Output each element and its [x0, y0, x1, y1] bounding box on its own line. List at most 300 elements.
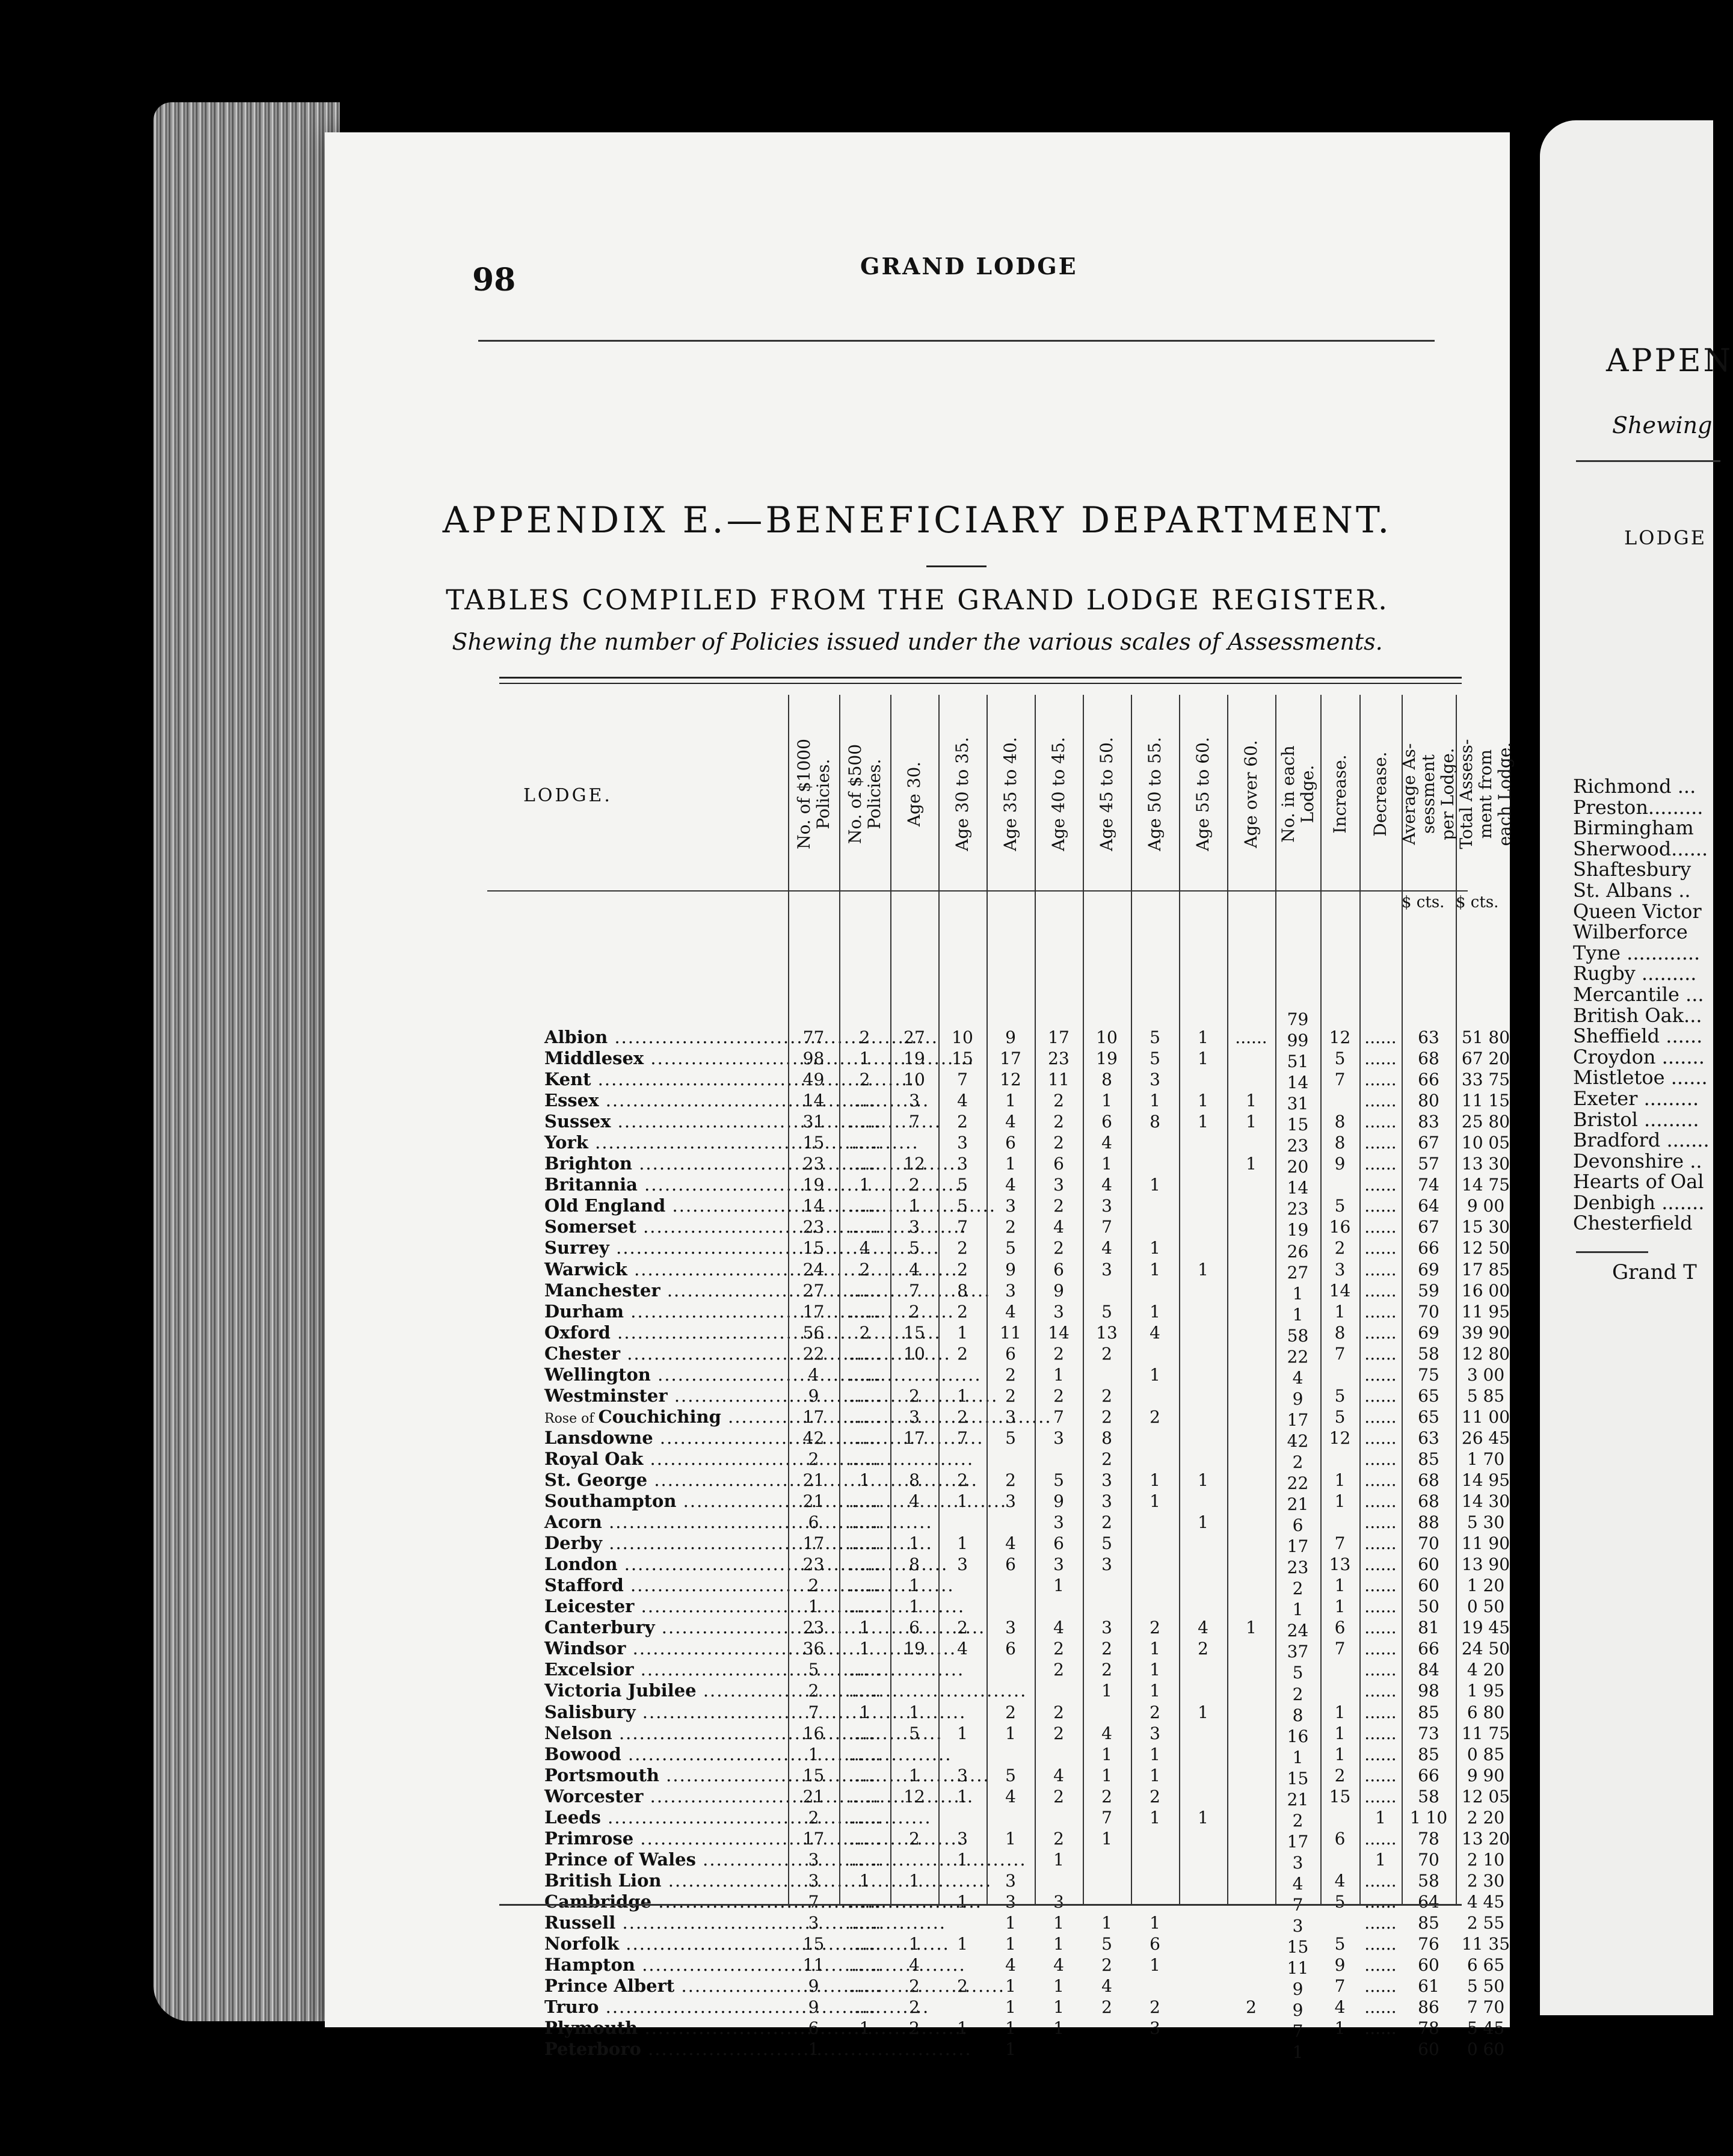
table-cell: 3 [1005, 1491, 1016, 1512]
table-cell: 6 [1005, 1554, 1016, 1575]
table-cell [1131, 1891, 1179, 1912]
table-cell: 1 [859, 1175, 870, 1195]
next-page-lodge-name: Mercantile ... [1573, 982, 1704, 1006]
table-cell: 70 [1418, 1533, 1439, 1554]
table-cell [1083, 2039, 1131, 2060]
table-cell: 6 65 [1467, 1955, 1505, 1976]
table-cell: 1 [1150, 1175, 1160, 1195]
lodge-name: St. George ..... [544, 1470, 749, 1491]
table-cell: ...... [1364, 1259, 1397, 1280]
table-cell: 7 [808, 1891, 819, 1912]
table-title: TABLES COMPILED FROM THE GRAND LODGE REGISTER. [446, 584, 1389, 616]
table-cell: 24 [802, 1259, 825, 1280]
table-cell: 2 [957, 1112, 968, 1132]
next-page-title: APPEN [1606, 343, 1733, 379]
table-cell: 1 [1334, 1744, 1346, 1764]
next-page-lodge-name: Devonshire .. [1573, 1149, 1702, 1172]
table-cell: ...... [1364, 1533, 1397, 1554]
table-cell: ...... [1364, 1765, 1397, 1785]
table-cell: 1 [1150, 1091, 1160, 1111]
table-cell: 1 [1150, 1744, 1160, 1764]
table-cell [1179, 1301, 1227, 1322]
lodge-name: Derby ..... [544, 1533, 749, 1554]
table-cell: 16 [1329, 1217, 1351, 1237]
table-cell [1227, 1048, 1275, 1069]
table-cell [1083, 1575, 1131, 1596]
table-cell [1131, 1512, 1179, 1533]
table-cell: ...... [848, 1512, 881, 1533]
lodge-name: Canterbury ..... [544, 1617, 749, 1638]
table-cell: 6 [1334, 1828, 1346, 1849]
table-cell: 9 [1053, 1491, 1064, 1512]
table-cell: 21 [1287, 1789, 1309, 1810]
table-cell [1131, 1976, 1179, 1997]
table-cell: 99 [1287, 1030, 1309, 1051]
table-cell: 1 [1334, 1597, 1346, 1617]
table-cell: 3 [1053, 1512, 1064, 1533]
table-cell: 1 [1375, 1849, 1386, 1870]
table-cell: 1 [859, 1470, 870, 1490]
table-cell: 42 [802, 1428, 825, 1448]
table-cell: 19 45 [1461, 1618, 1510, 1638]
table-cell [1035, 1596, 1083, 1617]
table-cell: 49 [802, 1070, 825, 1090]
table-cell [1131, 1153, 1179, 1174]
table-cell: 1 [1150, 1765, 1160, 1785]
table-cell: ...... [1364, 1449, 1397, 1469]
table-cell: 5 [1005, 1765, 1016, 1785]
table-cell: ...... [848, 1406, 881, 1427]
table-cell [938, 2039, 987, 2060]
table-cell: 1 [1198, 1259, 1208, 1280]
table-cell [987, 1849, 1035, 1870]
table-cell: 23 [802, 1217, 825, 1237]
table-cell: 3 [909, 1406, 920, 1427]
table-cell [1227, 1554, 1275, 1575]
table-cell: 5 [1101, 1934, 1112, 1954]
table-cell: 1 [808, 1744, 819, 1764]
table-cell: 16 [802, 1723, 825, 1743]
table-cell: 9 [1334, 1154, 1346, 1174]
table-cell: ...... [848, 1196, 881, 1216]
table-cell: 17 85 [1461, 1259, 1510, 1280]
table-cell: 66 [1418, 1238, 1439, 1258]
table-cell: 2 55 [1467, 1912, 1505, 1933]
table-cell: 2 [1150, 1786, 1160, 1806]
table-cell: 1 [1150, 1681, 1160, 1701]
table-cell: 98 [1418, 1681, 1439, 1701]
table-cell: 26 45 [1461, 1428, 1510, 1448]
table-cell [1179, 1132, 1227, 1153]
table-cell: 8 [1150, 1112, 1160, 1132]
table-cell: 5 [1053, 1470, 1064, 1490]
table-cell [1179, 1680, 1227, 1701]
table-cell: ...... [1364, 1639, 1397, 1659]
table-cell [1227, 1259, 1275, 1280]
table-cell: 58 [1418, 1870, 1439, 1891]
table-cell [1227, 1891, 1275, 1912]
table-cell: ...... [1364, 1955, 1397, 1976]
table-cell: ...... [1364, 1364, 1397, 1385]
lodge-name: Salisbury ..... [544, 1702, 749, 1723]
table-cell: 2 [1246, 1997, 1257, 2018]
lodge-name: Chester ..... [544, 1343, 749, 1364]
page-number: 98 [472, 262, 516, 298]
table-cell: 3 [1292, 1916, 1304, 1936]
table-cell [1131, 1870, 1179, 1891]
table-cell: 2 [1005, 1470, 1016, 1490]
table-cell: 7 [1334, 1639, 1346, 1659]
table-cell: 51 [1287, 1052, 1309, 1072]
table-cell [1320, 2039, 1359, 2060]
table-cell: 1 [957, 1385, 968, 1406]
table-cell: ...... [848, 1681, 881, 1701]
table-cell: 1 [1005, 1723, 1016, 1743]
table-cell: 2 [1101, 1343, 1112, 1364]
table-cell [1227, 1470, 1275, 1491]
table-cell: 1 20 [1467, 1575, 1505, 1596]
table-cell: 16 00 [1461, 1280, 1510, 1301]
table-cell: 78 [1418, 2018, 1439, 2039]
table-cell: 36 [802, 1639, 825, 1659]
table-cell: 12 50 [1461, 1238, 1510, 1258]
table-cell: 4 [1053, 1618, 1064, 1638]
lodge-name: Royal Oak ..... [544, 1449, 749, 1470]
table-cell: ...... [1364, 1175, 1397, 1195]
table-cell: 9 [1005, 1259, 1016, 1280]
policies-table [487, 695, 1515, 2063]
table-cell: 3 [1101, 1470, 1112, 1490]
table-cell: 8 [1101, 1428, 1112, 1448]
table-cell: 1 [1198, 1512, 1208, 1533]
table-cell: 75 [1418, 1364, 1439, 1385]
table-cell: 1 [1005, 2018, 1016, 2039]
table-cell: 9 [808, 1976, 819, 1997]
table-cell: ...... [1364, 1575, 1397, 1596]
table-cell: 85 [1418, 1912, 1439, 1933]
table-cell: ...... [848, 1428, 881, 1448]
table-cell: 5 30 [1467, 1512, 1505, 1533]
table-cell [1227, 1807, 1275, 1828]
table-cell: 59 [1418, 1280, 1439, 1301]
column-header: Decrease. [1370, 751, 1390, 837]
table-cell [1227, 1195, 1275, 1216]
table-cell: 6 [1292, 1515, 1304, 1536]
table-cell: 7 [1053, 1406, 1064, 1427]
table-cell: 2 [1053, 1238, 1064, 1258]
table-cell: ...... [1364, 1723, 1397, 1743]
table-cell: 2 [957, 1343, 968, 1364]
table-cell: 50 [1418, 1597, 1439, 1617]
table-cell [938, 1807, 987, 1828]
table-cell: 21 [802, 1786, 825, 1806]
table-cell: 7 [957, 1070, 968, 1090]
table-cell [1227, 1723, 1275, 1744]
table-cell: ...... [848, 1660, 881, 1680]
lodge-name: Bowood ..... [544, 1744, 749, 1765]
column-header: Age over 60. [1241, 740, 1261, 848]
table-cell: 73 [1418, 1723, 1439, 1743]
table-cell: ...... [1364, 1027, 1397, 1047]
table-cell: 4 [1101, 1976, 1112, 1997]
table-cell: 80 [1418, 1091, 1439, 1111]
table-cell: 6 [1334, 1618, 1346, 1638]
next-page-lodge-list [1573, 776, 1710, 1234]
table-cell: 3 [1150, 1070, 1160, 1090]
table-cell: 2 [1101, 1786, 1112, 1806]
table-cell: 2 30 [1467, 1870, 1505, 1891]
lodge-name: Southampton ..... [544, 1491, 749, 1512]
lodge-name: Primrose ..... [544, 1828, 749, 1849]
table-cell: 78 [1418, 1828, 1439, 1849]
table-cell: 1 [1150, 1955, 1160, 1976]
table-cell: 2 [1150, 1618, 1160, 1638]
table-cell: ...... [848, 1807, 881, 1828]
table-cell [938, 1954, 987, 1976]
table-cell: 4 [1292, 1367, 1304, 1388]
table-cell: 17 [802, 1533, 825, 1554]
table-cell: 65 [1418, 1406, 1439, 1427]
table-cell [1320, 1449, 1359, 1470]
table-cell: 4 [957, 1091, 968, 1111]
table-cell: 66 [1418, 1639, 1439, 1659]
table-cell: 2 [859, 1070, 870, 1090]
table-cell: ...... [1364, 1618, 1397, 1638]
table-cell: 5 [808, 1660, 819, 1680]
table-cell: 1 [1198, 1049, 1208, 1069]
table-cell [1131, 1533, 1179, 1554]
table-cell: 1 [1198, 1807, 1208, 1828]
lodge-name: Wellington ..... [544, 1364, 749, 1385]
table-cell: 6 [1005, 1343, 1016, 1364]
lodge-name: Sussex ..... [544, 1111, 749, 1132]
table-cell: ...... [1364, 1343, 1397, 1364]
table-cell [938, 1680, 987, 1701]
table-cell: ...... [1364, 1828, 1397, 1849]
table-cell: 15 [802, 1934, 825, 1954]
table-cell: 15 [1287, 1115, 1309, 1135]
table-cell: 9 [1334, 1955, 1346, 1976]
table-cell: 11 90 [1461, 1533, 1510, 1554]
lodge-name: Plymouth ..... [544, 2018, 749, 2039]
table-cell: 7 [957, 1428, 968, 1448]
table-cell: 10 [903, 1343, 925, 1364]
table-cell: 5 [1334, 1934, 1346, 1954]
table-cell: 9 [808, 1997, 819, 2018]
table-cell: 23 [1048, 1049, 1070, 1069]
table-cell: 1 [1246, 1154, 1257, 1174]
table-cell [987, 1449, 1035, 1470]
table-cell: ...... [1364, 1322, 1397, 1343]
table-cell [1320, 1680, 1359, 1701]
table-cell: 9 [808, 1385, 819, 1406]
table-cell: 2 [1101, 1449, 1112, 1469]
table-cell: 5 [1005, 1428, 1016, 1448]
table-cell: 70 [1418, 1301, 1439, 1322]
table-cell: 1 [909, 1765, 920, 1785]
table-cell: 9 [1292, 1388, 1304, 1409]
table-cell [1359, 2039, 1402, 2060]
column-header: Age 35 to 40. [1000, 737, 1020, 851]
lodge-name: Somerset ..... [544, 1216, 749, 1237]
table-cell: ...... [848, 1765, 881, 1785]
table-cell: 4 [859, 1238, 870, 1258]
table-cell [890, 1744, 938, 1765]
table-cell: ...... [1364, 1976, 1397, 1997]
table-cell: 57 [1418, 1154, 1439, 1174]
table-cell: 1 [1292, 1283, 1304, 1304]
table-cell [1179, 1364, 1227, 1385]
table-cell: 8 [1334, 1322, 1346, 1343]
table-cell [1227, 1596, 1275, 1617]
table-cell: ...... [848, 1575, 881, 1596]
table-cell: 1 [1150, 1470, 1160, 1490]
table-cell: 9 [1292, 2000, 1304, 2021]
table-cell: 12 [903, 1786, 925, 1806]
table-cell: 1 [1053, 1912, 1064, 1933]
table-cell: 2 [808, 1807, 819, 1828]
lodge-name: Nelson ..... [544, 1723, 749, 1744]
table-cell: 1 [1053, 1849, 1064, 1870]
table-cell: 1 [1053, 2018, 1064, 2039]
table-cell: 2 [1053, 1723, 1064, 1743]
table-cell: 2 [808, 1449, 819, 1469]
table-cell: 2 [1101, 1660, 1112, 1680]
table-cell: 3 [957, 1554, 968, 1575]
table-cell: 8 [909, 1554, 920, 1575]
lodge-name: Acorn ..... [544, 1512, 749, 1533]
table-cell [1131, 1828, 1179, 1849]
table-cell: ...... [848, 1891, 881, 1912]
table-cell [938, 1997, 987, 2018]
next-page-lodge-name: Preston......... [1573, 795, 1704, 819]
table-cell: 2 [957, 1406, 968, 1427]
table-cell: 4 45 [1467, 1891, 1505, 1912]
table-cell [1131, 2039, 1179, 2060]
table-cell: 3 [957, 1154, 968, 1174]
table-cell [1320, 1512, 1359, 1533]
table-cell [1227, 1786, 1275, 1807]
table-cell: 1 [957, 1322, 968, 1343]
lodge-name: Rose of Couchiching ..... [544, 1406, 749, 1428]
table-cell: 5 [1005, 1238, 1016, 1258]
table-cell: 1 [1198, 1091, 1208, 1111]
next-page-lodge-header: LODGE [1624, 526, 1707, 549]
table-cell: 5 [1150, 1049, 1160, 1069]
table-cell: 1 [1101, 1828, 1112, 1849]
table-cell: 4 [1198, 1618, 1208, 1638]
table-cell: 3 [1005, 1406, 1016, 1427]
total-units-label: $ cts. [1456, 893, 1499, 911]
table-cell: 1 [1334, 1575, 1346, 1596]
table-cell: 1 [859, 1618, 870, 1638]
table-cell [938, 1596, 987, 1617]
table-cell: ...... [848, 1280, 881, 1301]
table-cell: 5 [1334, 1049, 1346, 1069]
table-cell [1227, 1954, 1275, 1976]
table-cell: ...... [848, 1364, 881, 1385]
lodge-name: Prince of Wales ..... [544, 1849, 749, 1870]
table-cell: 9 [1292, 1979, 1304, 2000]
table-cell: ...... [1364, 1406, 1397, 1427]
table-cell: 1 [859, 1639, 870, 1659]
table-cell: 17 [1287, 1831, 1309, 1852]
table-cell: ...... [848, 1828, 881, 1849]
table-cell: 74 [1418, 1175, 1439, 1195]
table-cell: 2 [1053, 1091, 1064, 1111]
table-cell: 2 [1053, 1196, 1064, 1216]
lodge-name: Stafford ..... [544, 1575, 749, 1596]
table-cell: 4 [808, 1364, 819, 1385]
table-cell: 2 [1334, 1238, 1346, 1258]
table-cell: 15 [952, 1049, 973, 1069]
table-cell: ...... [848, 1955, 881, 1976]
lodge-name: Kent ..... [544, 1069, 749, 1090]
table-cell: 4 [1101, 1723, 1112, 1743]
table-cell: 3 [1150, 2018, 1160, 2039]
column-header: Age 30 to 35. [952, 737, 972, 851]
book-page-edges [153, 102, 340, 2021]
table-cell: 2 [1053, 1786, 1064, 1806]
table-cell [1131, 1849, 1179, 1870]
table-cell [1179, 1237, 1227, 1258]
lodge-column-header: LODGE. [523, 785, 612, 806]
lodge-name: Britannia ..... [544, 1174, 749, 1195]
table-cell: ...... [848, 1154, 881, 1174]
table-cell: 26 [1287, 1241, 1309, 1261]
table-cell: 2 [1053, 1828, 1064, 1849]
table-cell: ...... [1364, 1049, 1397, 1069]
table-cell: 3 [1005, 1870, 1016, 1891]
table-cell: 3 [1334, 1259, 1346, 1280]
table-cell: 1 [957, 1849, 968, 1870]
book-page-99-edge [1540, 120, 1733, 2015]
table-cell: 2 [957, 1470, 968, 1490]
table-cell: 8 [1334, 1112, 1346, 1132]
table-cell [1179, 1491, 1227, 1512]
table-cell [987, 1596, 1035, 1617]
table-cell: 1 [1005, 2039, 1016, 2060]
table-cell: 4 [1053, 1955, 1064, 1976]
table-cell: 1 [1198, 1027, 1208, 1047]
table-cell: 2 [1005, 1217, 1016, 1237]
table-cell: 3 [1053, 1301, 1064, 1322]
table-cell: 6 [1053, 1533, 1064, 1554]
table-cell: 2 [1053, 1702, 1064, 1722]
lodge-name: Middlesex ..... [544, 1048, 749, 1069]
book-page-98 [325, 132, 1515, 2063]
table-cell: 23 [1287, 1557, 1309, 1578]
table-cell: 58 [1287, 1325, 1309, 1346]
table-cell [987, 1680, 1035, 1701]
table-cell: 1 [1053, 1976, 1064, 1997]
table-cell: 1 [1150, 1639, 1160, 1659]
table-cell [1227, 1575, 1275, 1596]
table-cell [1083, 1364, 1131, 1385]
column-header: Age 40 to 45. [1048, 737, 1068, 851]
table-cell: 15 [903, 1322, 925, 1343]
table-cell [1179, 1428, 1227, 1449]
table-cell: 2 [1150, 1997, 1160, 2018]
table-cell [1179, 1849, 1227, 1870]
table-cell: ...... [1364, 1385, 1397, 1406]
table-cell [1131, 1449, 1179, 1470]
table-cell: 2 20 [1467, 1807, 1505, 1828]
table-cell: 4 [909, 1955, 920, 1976]
table-cell: 4 [957, 1639, 968, 1659]
table-cell: 7 [1334, 1976, 1346, 1997]
table-cell: 12 80 [1461, 1343, 1510, 1364]
